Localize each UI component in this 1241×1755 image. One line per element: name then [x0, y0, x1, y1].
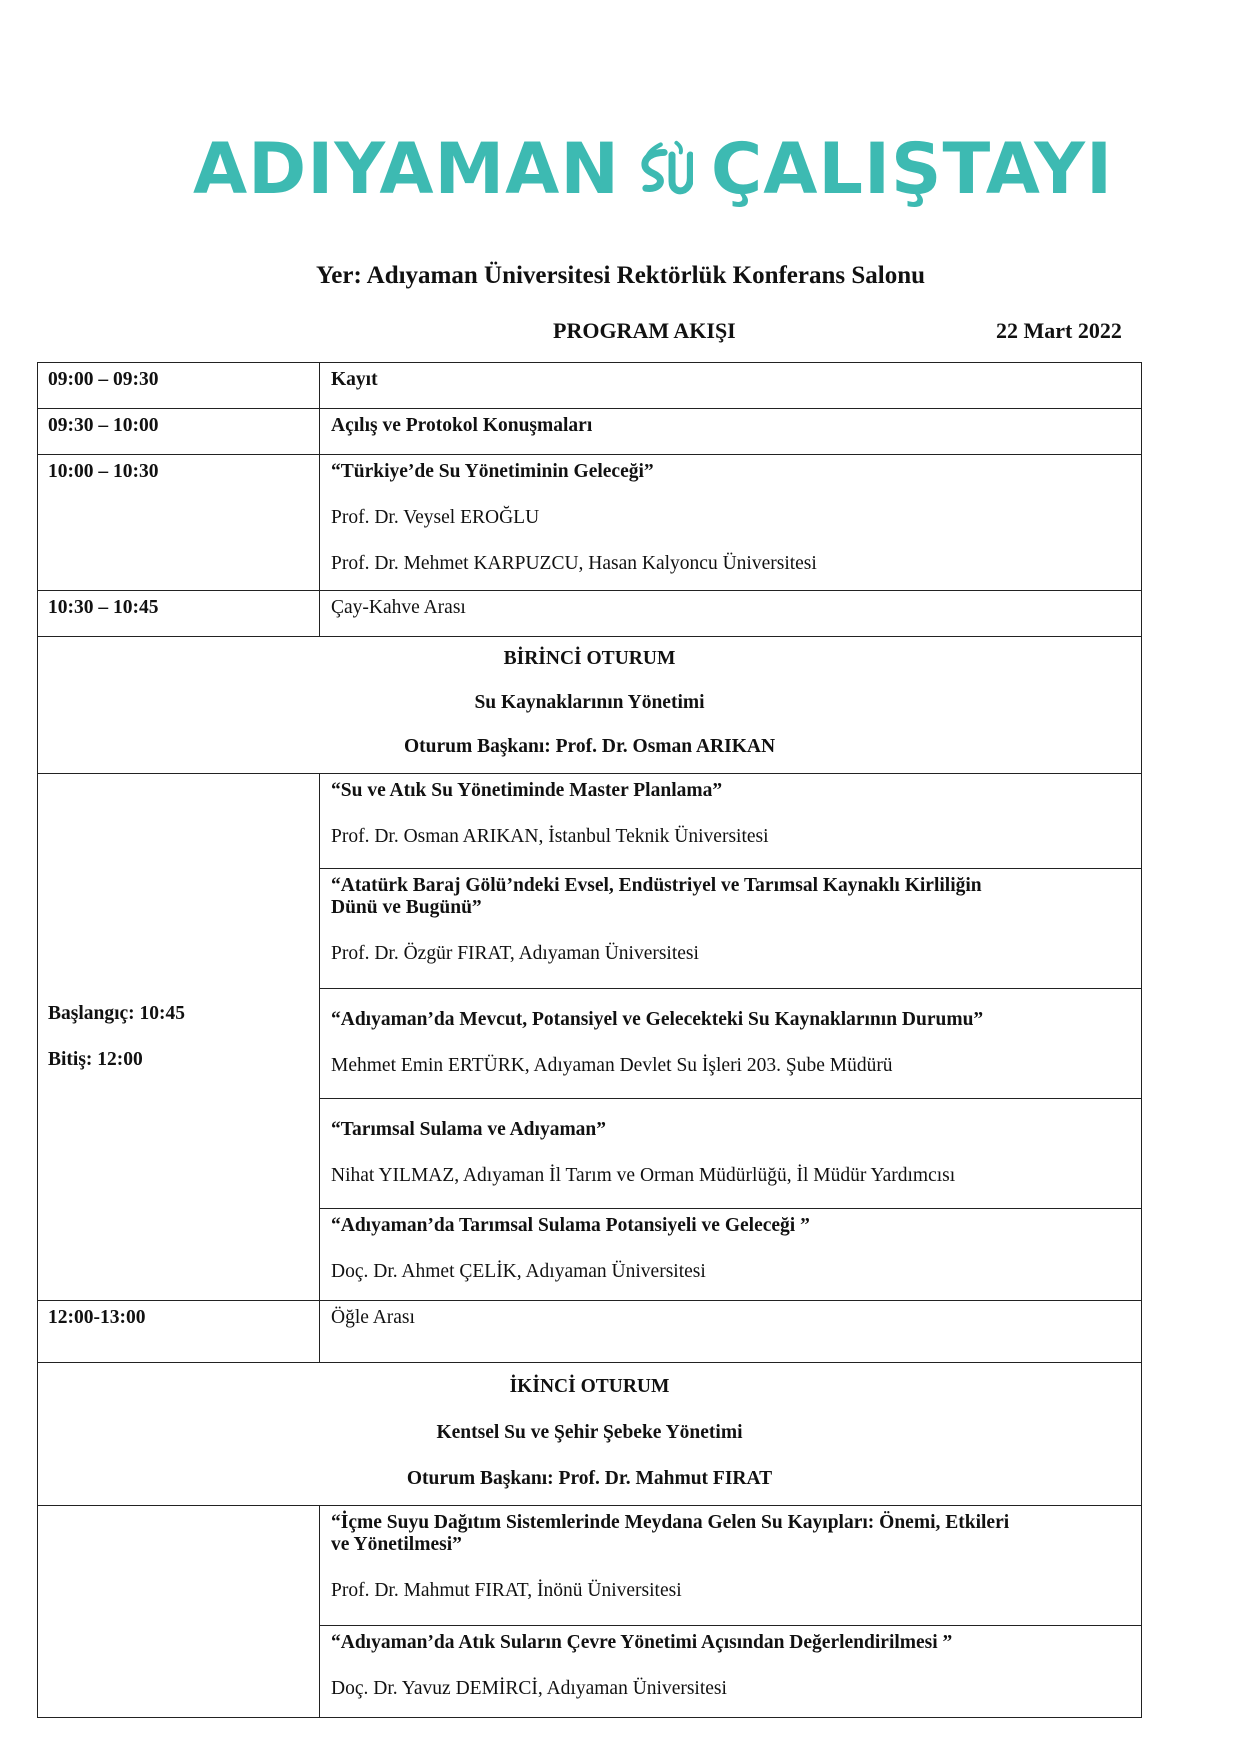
- time-cell: 10:00 – 10:30: [38, 455, 320, 591]
- item-cell: Kayıt: [320, 363, 1142, 409]
- talk-speaker: Prof. Dr. Mahmut FIRAT, İnönü Üniversitesi: [331, 1580, 682, 1601]
- session-header: [38, 1363, 1142, 1506]
- talk-speaker: Prof. Dr. Veysel EROĞLU: [331, 507, 540, 528]
- talk-title: “Tarımsal Sulama ve Adıyaman”: [331, 1119, 607, 1140]
- table-row: [38, 363, 1142, 409]
- item-cell: Açılış ve Protokol Konuşmaları: [320, 409, 1142, 455]
- item-cell: [320, 774, 1142, 869]
- item-cell: Öğle Arası: [320, 1301, 1142, 1363]
- session-start: Başlangıç: 10:45: [48, 1003, 186, 1024]
- session-end: Bitiş: 12:00: [48, 1049, 143, 1070]
- item-cell: [320, 1209, 1142, 1301]
- session-label: BİRİNCİ OTURUM: [503, 648, 676, 669]
- talk-title: Dünü ve Bugünü”: [331, 897, 482, 918]
- time-cell: 09:30 – 10:00: [38, 409, 320, 455]
- talk-speaker: Prof. Dr. Özgür FIRAT, Adıyaman Üniversitesi: [331, 943, 699, 964]
- su-logo-mark: [638, 105, 693, 233]
- talk-speaker: Doç. Dr. Yavuz DEMİRCİ, Adıyaman Üniversitesi: [331, 1678, 727, 1699]
- talk-title: “Adıyaman’da Atık Suların Çevre Yönetimi Açısından Değerlendirilmesi ”: [331, 1632, 953, 1653]
- item-cell: [320, 455, 1142, 591]
- session-chair: Oturum Başkanı: Prof. Dr. Mahmut FIRAT: [406, 1468, 773, 1489]
- item-cell: Çay-Kahve Arası: [320, 591, 1142, 637]
- session-label: İKİNCİ OTURUM: [509, 1376, 670, 1397]
- program-title: PROGRAM AKIŞI: [553, 318, 736, 343]
- talk-speaker: Prof. Dr. Osman ARIKAN, İstanbul Teknik Üniversitesi: [331, 826, 769, 847]
- session-name: Su Kaynaklarının Yönetimi: [474, 692, 705, 713]
- session-name: Kentsel Su ve Şehir Şebeke Yönetimi: [436, 1422, 743, 1443]
- table-row: [38, 591, 1142, 637]
- talk-title: “Adıyaman’da Mevcut, Potansiyel ve Gelecekteki Su Kaynaklarının Durumu”: [331, 1009, 984, 1030]
- talk-title: “Türkiye’de Su Yönetiminin Geleceği”: [331, 461, 654, 482]
- talk-title: “Atatürk Baraj Gölü’ndeki Evsel, Endüstriyel ve Tarımsal Kaynaklı Kirliliğin: [331, 875, 982, 896]
- logo-right-text: ÇALIŞTAYI: [710, 128, 1113, 210]
- item-cell: [320, 1626, 1142, 1718]
- item-cell: [320, 1099, 1142, 1209]
- talk-title: “Su ve Atık Su Yönetiminde Master Planlama”: [331, 780, 723, 801]
- talk-title: ve Yönetilmesi”: [331, 1534, 462, 1555]
- table-row: [38, 1301, 1142, 1363]
- talk-speaker: Mehmet Emin ERTÜRK, Adıyaman Devlet Su İşleri 203. Şube Müdürü: [331, 1055, 893, 1076]
- table-row: [38, 409, 1142, 455]
- table-row: [38, 1506, 1142, 1626]
- item-cell: [320, 869, 1142, 989]
- logo-left-text: ADIYAMAN: [193, 128, 620, 210]
- item-cell: [320, 989, 1142, 1099]
- talk-speaker: Prof. Dr. Mehmet KARPUZCU, Hasan Kalyoncu Üniversitesi: [331, 553, 817, 574]
- program-date: 22 Mart 2022: [996, 318, 1122, 343]
- item-cell: [320, 1506, 1142, 1626]
- workshop-logo: [193, 104, 1113, 234]
- program-table: [37, 362, 1142, 1718]
- talk-title: “İçme Suyu Dağıtım Sistemlerinde Meydana Gelen Su Kayıpları: Önemi, Etkileri: [331, 1512, 1010, 1533]
- table-row: [38, 774, 1142, 869]
- session-time-cell: [38, 774, 320, 1301]
- session-time-cell: [38, 1506, 320, 1718]
- talk-speaker: Nihat YILMAZ, Adıyaman İl Tarım ve Orman Müdürlüğü, İl Müdür Yardımcısı: [331, 1165, 956, 1186]
- time-cell: 10:30 – 10:45: [38, 591, 320, 637]
- session-header-row: [38, 637, 1142, 774]
- session-header: [38, 637, 1142, 774]
- talk-speaker: Doç. Dr. Ahmet ÇELİK, Adıyaman Üniversitesi: [331, 1261, 706, 1282]
- time-cell: 12:00-13:00: [38, 1301, 320, 1363]
- time-cell: 09:00 – 09:30: [38, 363, 320, 409]
- session-header-row: [38, 1363, 1142, 1506]
- session-chair: Oturum Başkanı: Prof. Dr. Osman ARIKAN: [403, 736, 776, 757]
- venue-heading: Yer: Adıyaman Üniversitesi Rektörlük Konferans Salonu: [315, 262, 926, 289]
- talk-title: “Adıyaman’da Tarımsal Sulama Potansiyeli ve Geleceği ”: [331, 1215, 810, 1236]
- table-row: [38, 455, 1142, 591]
